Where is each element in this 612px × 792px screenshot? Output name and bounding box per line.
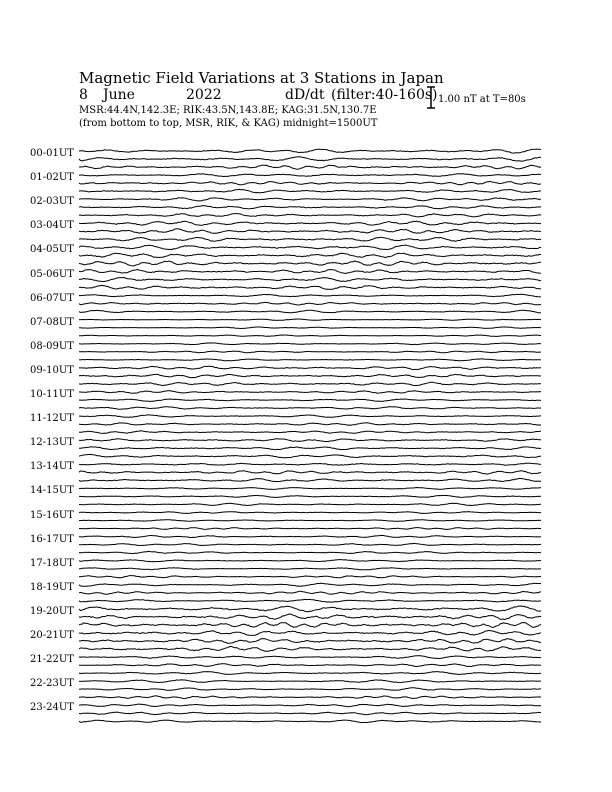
trace-kag-19-20ut: [79, 606, 541, 612]
trace-msr-12-13ut: [79, 454, 541, 457]
trace-kag-11-12ut: [79, 415, 541, 418]
quantity-label: dD/dt: [285, 87, 325, 103]
station-order-note: (from bottom to top, MSR, RIK, & KAG) midnight=1500UT: [79, 118, 378, 129]
date-year: 2022: [186, 87, 222, 103]
trace-rik-08-09ut: [79, 351, 541, 353]
trace-rik-11-12ut: [79, 423, 541, 426]
trace-rik-00-01ut: [79, 157, 541, 161]
trace-kag-12-13ut: [79, 439, 541, 442]
trace-msr-07-08ut: [79, 335, 541, 336]
trace-kag-02-03ut: [79, 198, 541, 201]
trace-msr-08-09ut: [79, 359, 541, 361]
trace-kag-20-21ut: [79, 630, 541, 635]
trace-rik-14-15ut: [79, 495, 541, 497]
trace-msr-09-10ut: [79, 382, 541, 385]
trace-rik-22-23ut: [79, 688, 541, 691]
trace-kag-22-23ut: [79, 680, 541, 683]
trace-rik-03-04ut: [79, 229, 541, 234]
trace-rik-18-19ut: [79, 591, 541, 594]
trace-rik-09-10ut: [79, 374, 541, 377]
trace-rik-13-14ut: [79, 471, 541, 474]
hour-label: 17-18UT: [30, 557, 74, 569]
trace-msr-02-03ut: [79, 214, 541, 217]
trace-msr-04-05ut: [79, 261, 541, 266]
trace-rik-15-16ut: [79, 520, 541, 522]
trace-kag-07-08ut: [79, 319, 541, 320]
trace-msr-14-15ut: [79, 503, 541, 505]
trace-kag-09-10ut: [79, 366, 541, 369]
trace-msr-10-11ut: [79, 407, 541, 410]
hour-label: 00-01UT: [30, 148, 74, 159]
hour-label: 02-03UT: [30, 196, 74, 208]
hour-label: 04-05UT: [30, 244, 74, 256]
trace-kag-04-05ut: [79, 245, 541, 250]
hour-label: 18-19UT: [30, 581, 74, 593]
trace-msr-05-06ut: [79, 285, 541, 289]
scale-bar-label: 1.00 nT at T=80s: [438, 94, 526, 105]
filter-label: (filter:40-160s): [331, 87, 438, 103]
hour-label: 03-04UT: [30, 220, 74, 232]
hour-label: 22-23UT: [30, 678, 74, 690]
trace-kag-05-06ut: [79, 270, 541, 274]
trace-msr-21-22ut: [79, 672, 541, 675]
trace-rik-23-24ut: [79, 712, 541, 715]
hour-label: 11-12UT: [30, 413, 74, 425]
hour-label: 23-24UT: [30, 702, 74, 714]
trace-msr-17-18ut: [79, 576, 541, 578]
trace-msr-22-23ut: [79, 696, 541, 699]
station-coordinates: MSR:44.4N,142.3E; RIK:43.5N,143.8E; KAG:31.5N,130.7E: [79, 105, 377, 116]
trace-rik-19-20ut: [79, 614, 541, 620]
trace-msr-19-20ut: [79, 623, 541, 628]
trace-msr-23-24ut: [79, 720, 541, 723]
hour-label: 16-17UT: [30, 533, 74, 545]
trace-msr-03-04ut: [79, 237, 541, 241]
trace-kag-21-22ut: [79, 656, 541, 659]
hour-label: 20-21UT: [30, 630, 74, 641]
trace-rik-12-13ut: [79, 447, 541, 450]
trace-rik-10-11ut: [79, 399, 541, 402]
date-month: June: [103, 87, 135, 103]
hour-label: 12-13UT: [30, 437, 74, 449]
trace-msr-13-14ut: [79, 479, 541, 482]
trace-kag-18-19ut: [79, 583, 541, 586]
hour-label: 13-14UT: [30, 461, 74, 473]
trace-rik-02-03ut: [79, 206, 541, 209]
trace-kag-17-18ut: [79, 560, 541, 562]
chart-title: Magnetic Field Variations at 3 Stations in Japan: [79, 69, 444, 87]
hour-label: 15-16UT: [30, 509, 74, 521]
trace-msr-20-21ut: [79, 646, 541, 651]
trace-kag-15-16ut: [79, 512, 541, 514]
trace-kag-00-01ut: [79, 149, 541, 153]
scale-bar: [427, 87, 435, 108]
trace-msr-00-01ut: [79, 165, 541, 169]
hour-label: 01-02UT: [30, 172, 74, 184]
trace-rik-07-08ut: [79, 327, 541, 329]
trace-kag-08-09ut: [79, 343, 541, 345]
hour-label: 09-10UT: [30, 364, 74, 376]
hour-label: 19-20UT: [30, 605, 74, 617]
date-day: 8: [79, 87, 88, 103]
trace-rik-17-18ut: [79, 568, 541, 570]
trace-rik-06-07ut: [79, 302, 541, 305]
hour-label: 14-15UT: [30, 485, 74, 497]
trace-kag-14-15ut: [79, 488, 541, 490]
trace-msr-11-12ut: [79, 431, 541, 434]
hour-label: 07-08UT: [30, 316, 74, 328]
trace-msr-15-16ut: [79, 528, 541, 530]
trace-rik-21-22ut: [79, 664, 541, 667]
hour-label: 21-22UT: [30, 654, 74, 666]
trace-msr-01-02ut: [79, 189, 541, 193]
trace-kag-10-11ut: [79, 391, 541, 394]
trace-rik-01-02ut: [79, 181, 541, 184]
trace-rik-20-21ut: [79, 639, 541, 644]
trace-kag-23-24ut: [79, 704, 541, 707]
trace-kag-06-07ut: [79, 294, 541, 297]
hour-label: 05-06UT: [30, 268, 74, 280]
hour-label: 06-07UT: [30, 292, 74, 304]
trace-msr-16-17ut: [79, 551, 541, 553]
hour-label: 08-09UT: [30, 340, 74, 352]
trace-kag-13-14ut: [79, 463, 541, 465]
trace-msr-18-19ut: [79, 599, 541, 602]
hour-label: 10-11UT: [30, 389, 74, 400]
trace-rik-04-05ut: [79, 253, 541, 257]
trace-kag-01-02ut: [79, 174, 541, 177]
trace-msr-06-07ut: [79, 310, 541, 313]
trace-rik-05-06ut: [79, 278, 541, 282]
trace-kag-16-17ut: [79, 535, 541, 537]
trace-kag-03-04ut: [79, 221, 541, 225]
trace-rik-16-17ut: [79, 543, 541, 545]
